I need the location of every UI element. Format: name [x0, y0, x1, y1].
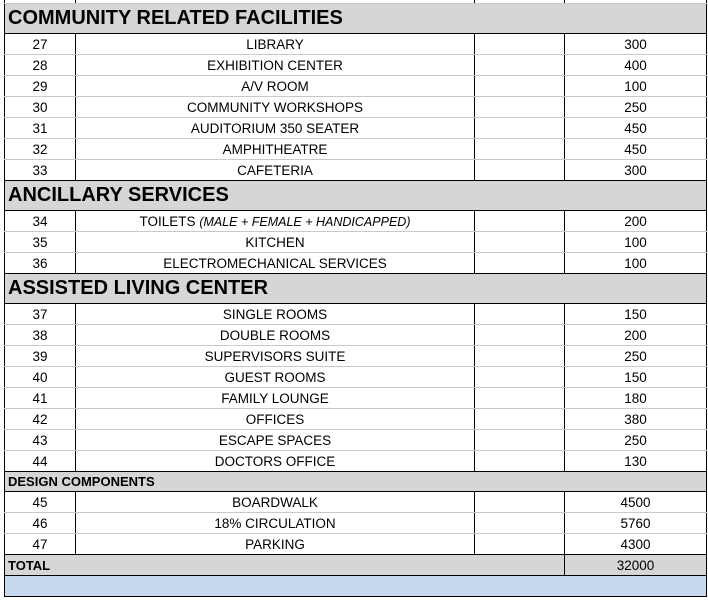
item-name: GUEST ROOMS [224, 369, 326, 385]
table-row [5, 232, 707, 253]
table-row [5, 346, 707, 367]
area-cell[interactable]: 200 [565, 325, 707, 346]
area-cell[interactable]: 130 [565, 451, 707, 472]
item-number-cell[interactable]: 32 [5, 139, 76, 160]
item-name-cell[interactable] [76, 253, 475, 274]
area-cell[interactable]: 180 [565, 388, 707, 409]
item-name-cell[interactable] [76, 430, 475, 451]
item-name: COMMUNITY WORKSHOPS [186, 99, 363, 115]
table-row [5, 160, 707, 181]
item-number-cell[interactable]: 29 [5, 76, 76, 97]
empty-cell[interactable] [475, 55, 565, 76]
empty-cell[interactable] [475, 211, 565, 232]
item-name: AUDITORIUM 350 SEATER [190, 120, 360, 136]
item-name-cell[interactable] [76, 118, 475, 139]
empty-cell[interactable] [475, 139, 565, 160]
blue-filled-row [5, 576, 707, 597]
table-row [5, 451, 707, 472]
item-name: EXHIBITION CENTER [207, 57, 343, 73]
item-number-cell[interactable]: 33 [5, 160, 76, 181]
item-name: CAFETERIA [237, 162, 313, 178]
item-number-cell[interactable]: 38 [5, 325, 76, 346]
item-name-cell[interactable] [76, 451, 475, 472]
item-name-cell[interactable] [76, 160, 475, 181]
item-name-cell[interactable] [76, 325, 475, 346]
area-program-table [4, 0, 707, 597]
empty-cell[interactable] [475, 534, 565, 555]
area-cell[interactable]: 4500 [565, 492, 707, 513]
item-number-cell[interactable]: 36 [5, 253, 76, 274]
area-cell[interactable]: 250 [565, 346, 707, 367]
empty-cell[interactable] [475, 232, 565, 253]
section-title[interactable]: DESIGN COMPONENTS [5, 472, 707, 492]
item-name-cell[interactable] [76, 492, 475, 513]
item-number-cell[interactable]: 28 [5, 55, 76, 76]
area-cell[interactable]: 250 [565, 430, 707, 451]
area-cell[interactable]: 4300 [565, 534, 707, 555]
table-row [5, 367, 707, 388]
item-name-cell[interactable] [76, 97, 475, 118]
section-title[interactable]: ANCILLARY SERVICES [5, 181, 707, 211]
empty-cell[interactable] [475, 451, 565, 472]
section-title[interactable]: ASSISTED LIVING CENTER [5, 274, 707, 304]
item-name-cell[interactable] [76, 76, 475, 97]
item-name-cell[interactable] [76, 388, 475, 409]
table-row [5, 118, 707, 139]
item-number-cell[interactable]: 46 [5, 513, 76, 534]
item-name: TOILETS [139, 213, 196, 229]
section-header-row [5, 4, 707, 34]
item-name-cell[interactable] [76, 304, 475, 325]
section-header-row [5, 472, 707, 492]
table-row [5, 253, 707, 274]
item-name: AMPHITHEATRE [222, 141, 328, 157]
blue-filled-cell[interactable] [5, 576, 707, 597]
item-number-cell[interactable]: 31 [5, 118, 76, 139]
table-row [5, 388, 707, 409]
table-row [5, 34, 707, 55]
table-row [5, 97, 707, 118]
item-number-cell[interactable]: 42 [5, 409, 76, 430]
item-name: PARKING [245, 536, 305, 552]
empty-cell[interactable] [475, 97, 565, 118]
total-value[interactable]: 32000 [565, 555, 707, 576]
table-row [5, 492, 707, 513]
table-row [5, 76, 707, 97]
item-name: DOUBLE ROOMS [219, 327, 331, 343]
item-name: SINGLE ROOMS [222, 306, 328, 322]
area-cell[interactable]: 450 [565, 118, 707, 139]
table-row [5, 325, 707, 346]
item-name-cell[interactable] [76, 139, 475, 160]
area-cell[interactable]: 150 [565, 367, 707, 388]
item-name-cell[interactable] [76, 513, 475, 534]
area-cell[interactable]: 150 [565, 304, 707, 325]
area-cell[interactable]: 100 [565, 232, 707, 253]
empty-cell[interactable] [475, 367, 565, 388]
item-name: KITCHEN [245, 234, 305, 250]
section-title[interactable]: COMMUNITY RELATED FACILITIES [5, 4, 707, 34]
item-name: BOARDWALK [232, 494, 318, 510]
item-name: LIBRARY [246, 36, 304, 52]
area-cell[interactable]: 200 [565, 211, 707, 232]
empty-cell[interactable] [475, 388, 565, 409]
item-number-cell[interactable]: 44 [5, 451, 76, 472]
item-name-cell[interactable] [76, 534, 475, 555]
item-name: OFFICES [245, 411, 305, 427]
section-header-row [5, 274, 707, 304]
item-number-cell[interactable]: 43 [5, 430, 76, 451]
item-name: DOCTORS OFFICE [214, 453, 336, 469]
table-row [5, 409, 707, 430]
item-number-cell[interactable]: 30 [5, 97, 76, 118]
empty-cell[interactable] [475, 492, 565, 513]
item-name: ELECTROMECHANICAL SERVICES [163, 255, 387, 271]
item-number-cell[interactable]: 40 [5, 367, 76, 388]
empty-cell[interactable] [475, 76, 565, 97]
item-name-cell[interactable] [76, 211, 475, 232]
area-cell[interactable]: 300 [565, 160, 707, 181]
item-name-cell[interactable] [76, 55, 475, 76]
area-cell[interactable]: 100 [565, 76, 707, 97]
table-row [5, 513, 707, 534]
item-number-cell[interactable]: 45 [5, 492, 76, 513]
item-name-cell[interactable] [76, 34, 475, 55]
item-number-cell[interactable]: 34 [5, 211, 76, 232]
area-cell[interactable]: 450 [565, 139, 707, 160]
item-name: A/V ROOM [241, 78, 309, 94]
total-row [5, 555, 707, 576]
table-row [5, 430, 707, 451]
area-cell[interactable]: 5760 [565, 513, 707, 534]
empty-cell[interactable] [475, 304, 565, 325]
item-name-cell[interactable] [76, 346, 475, 367]
item-number-cell[interactable]: 35 [5, 232, 76, 253]
item-number-cell[interactable]: 41 [5, 388, 76, 409]
item-name-note: (MALE + FEMALE + HANDICAPPED) [199, 214, 411, 229]
table-row [5, 55, 707, 76]
item-name-cell[interactable] [76, 409, 475, 430]
spreadsheet [4, 0, 706, 597]
area-cell[interactable]: 300 [565, 34, 707, 55]
empty-cell[interactable] [475, 513, 565, 534]
area-cell[interactable]: 400 [565, 55, 707, 76]
item-number-cell[interactable]: 47 [5, 534, 76, 555]
item-number-cell[interactable]: 37 [5, 304, 76, 325]
empty-cell[interactable] [475, 160, 565, 181]
item-name: ESCAPE SPACES [218, 432, 332, 448]
total-label[interactable]: TOTAL [5, 555, 565, 576]
empty-cell[interactable] [475, 34, 565, 55]
section-header-row [5, 181, 707, 211]
item-name: 18% CIRCULATION [214, 515, 336, 531]
area-cell[interactable]: 380 [565, 409, 707, 430]
area-cell[interactable]: 100 [565, 253, 707, 274]
table-row [5, 139, 707, 160]
item-number-cell[interactable]: 27 [5, 34, 76, 55]
empty-cell[interactable] [475, 325, 565, 346]
table-row [5, 534, 707, 555]
empty-cell[interactable] [475, 409, 565, 430]
empty-cell[interactable] [475, 253, 565, 274]
empty-cell[interactable] [475, 430, 565, 451]
empty-cell[interactable] [475, 346, 565, 367]
item-number-cell[interactable]: 39 [5, 346, 76, 367]
item-name: FAMILY LOUNGE [221, 390, 329, 406]
empty-cell[interactable] [475, 118, 565, 139]
area-cell[interactable]: 250 [565, 97, 707, 118]
table-row [5, 211, 707, 232]
item-name-cell[interactable] [76, 367, 475, 388]
item-name: SUPERVISORS SUITE [204, 348, 346, 364]
item-name-cell[interactable] [76, 232, 475, 253]
table-row [5, 304, 707, 325]
